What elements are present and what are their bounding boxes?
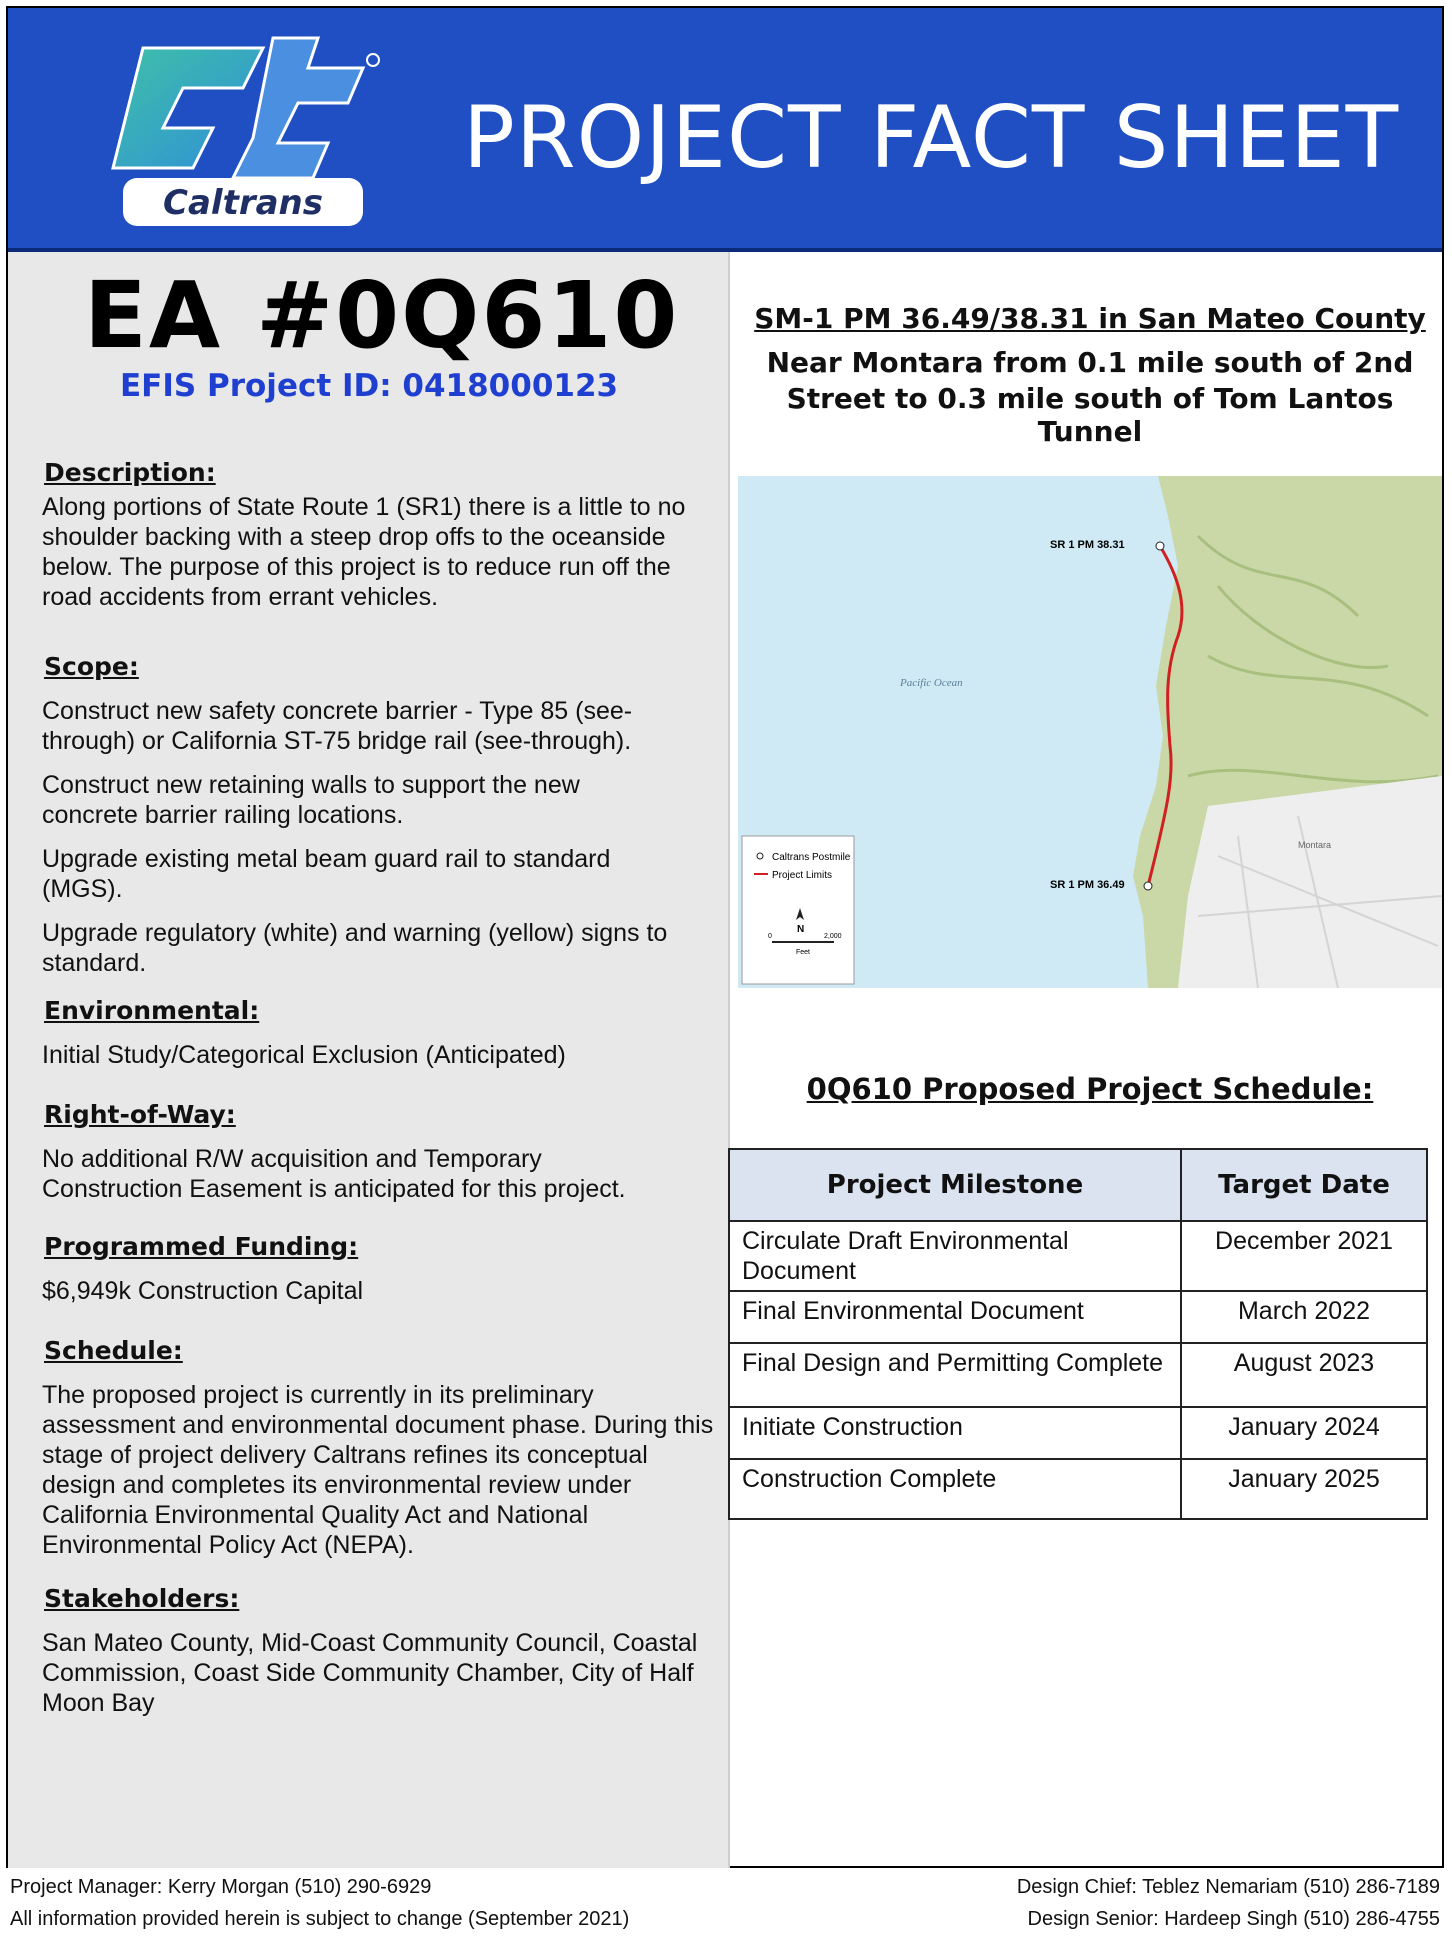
- ea-number: EA #0Q610: [84, 262, 680, 369]
- project-map: [738, 476, 1442, 988]
- table-row: [729, 1291, 1427, 1343]
- date-cell: January 2025: [1181, 1459, 1427, 1519]
- scale-unit: Feet: [796, 949, 811, 956]
- pm-label-top: SR 1 PM 38.31: [1050, 539, 1125, 551]
- milestone-cell: Construction Complete: [729, 1459, 1181, 1519]
- scope-item: Construct new retaining walls to support the new concrete barrier railing locations.: [42, 771, 580, 829]
- location-line-1: Near Montara from 0.1 mile south of 2nd: [766, 346, 1414, 379]
- date-cell: August 2023: [1181, 1343, 1427, 1407]
- date-cell: December 2021: [1181, 1221, 1427, 1291]
- milestone-cell: Circulate Draft Environmental Document: [729, 1221, 1181, 1291]
- north-label: N: [797, 924, 805, 935]
- col-milestone: Project Milestone: [729, 1149, 1181, 1221]
- efis-id: EFIS Project ID: 0418000123: [120, 368, 619, 404]
- footer-chief: Design Chief: Teblez Nemariam (510) 286-7189: [1016, 1876, 1440, 1898]
- caltrans-logo: [103, 28, 403, 248]
- date-cell: March 2022: [1181, 1291, 1427, 1343]
- schedule-heading: Schedule:: [44, 1336, 183, 1365]
- table-row: [729, 1343, 1427, 1407]
- scope-list: [42, 696, 682, 992]
- row-text: No additional R/W acquisition and Temporary Construction Easement is anticipated for this project.: [42, 1145, 626, 1203]
- description-text: Along portions of State Route 1 (SR1) there is a little to no shoulder backing with a steep drop offs to the oceanside below. The purpose of this project is to reduce run off the road accidents from errant vehicles.: [42, 493, 686, 611]
- date-cell: January 2024: [1181, 1407, 1427, 1459]
- location-title: SM-1 PM 36.49/38.31 in San Mateo County: [754, 302, 1426, 335]
- milestone-cell: Final Design and Permitting Complete: [729, 1343, 1181, 1407]
- table-row: [729, 1407, 1427, 1459]
- postmile-marker-top: [1156, 542, 1164, 550]
- row-heading: Right-of-Way:: [44, 1100, 236, 1129]
- footer-senior: Design Senior: Hardeep Singh (510) 286-4755: [1027, 1908, 1440, 1930]
- stakeholders-heading: Stakeholders:: [44, 1584, 240, 1613]
- environmental-heading: Environmental:: [44, 996, 260, 1025]
- funding-text: $6,949k Construction Capital: [42, 1277, 364, 1305]
- scope-item: Upgrade existing metal beam guard rail to standard (MGS).: [42, 845, 611, 903]
- table-row: [729, 1459, 1427, 1519]
- pm-label-bottom: SR 1 PM 36.49: [1050, 879, 1125, 891]
- ocean-label: Pacific Ocean: [900, 677, 963, 689]
- col-date: Target Date: [1181, 1149, 1427, 1221]
- scope-item: Upgrade regulatory (white) and warning (yellow) signs to standard.: [42, 919, 668, 977]
- milestone-cell: Initiate Construction: [729, 1407, 1181, 1459]
- funding-heading: Programmed Funding:: [44, 1232, 359, 1261]
- footer-manager: Project Manager: Kerry Morgan (510) 290-6929: [10, 1876, 432, 1898]
- postmile-marker-bottom: [1144, 882, 1152, 890]
- legend-limits: Project Limits: [772, 870, 833, 881]
- table-row: [729, 1221, 1427, 1291]
- svg-text:Caltrans: Caltrans: [163, 183, 323, 223]
- location-line-2: Street to 0.3 mile south of Tom Lantos Tunnel: [786, 382, 1394, 448]
- footer-disclaimer: All information provided herein is subject to change (September 2021): [10, 1908, 630, 1930]
- header-banner: [8, 8, 1442, 252]
- schedule-text: The proposed project is currently in its preliminary assessment and environmental document phase. During this stage of project delivery Caltrans refines its conceptual design and completes its environmental review under California Environmental Quality Act and National Environmental Policy Act (NEPA).: [42, 1381, 714, 1559]
- urban-area: [1178, 776, 1442, 988]
- page-title: PROJECT FACT SHEET: [463, 88, 1400, 188]
- schedule-table: [728, 1148, 1428, 1520]
- column-divider: [728, 252, 730, 1868]
- legend-postmile-icon: [757, 853, 763, 859]
- scale-max: 2,000: [824, 933, 842, 940]
- scale-min: 0: [768, 933, 772, 940]
- legend-postmile: Caltrans Postmile: [772, 852, 851, 863]
- environmental-text: Initial Study/Categorical Exclusion (Anticipated): [42, 1041, 566, 1069]
- milestone-cell: Final Environmental Document: [729, 1291, 1181, 1343]
- schedule-table-title: 0Q610 Proposed Project Schedule:: [806, 1072, 1374, 1106]
- scope-heading: Scope:: [44, 652, 139, 681]
- scope-item: Construct new safety concrete barrier - Type 85 (see-through) or California ST-75 bridge rail (see-through).: [42, 697, 633, 755]
- description-heading: Description:: [44, 458, 216, 487]
- stakeholders-text: San Mateo County, Mid-Coast Community Council, Coastal Commission, Coast Side Community Chamber, City of Half Moon Bay: [42, 1629, 698, 1717]
- town-label: Montara: [1298, 840, 1332, 850]
